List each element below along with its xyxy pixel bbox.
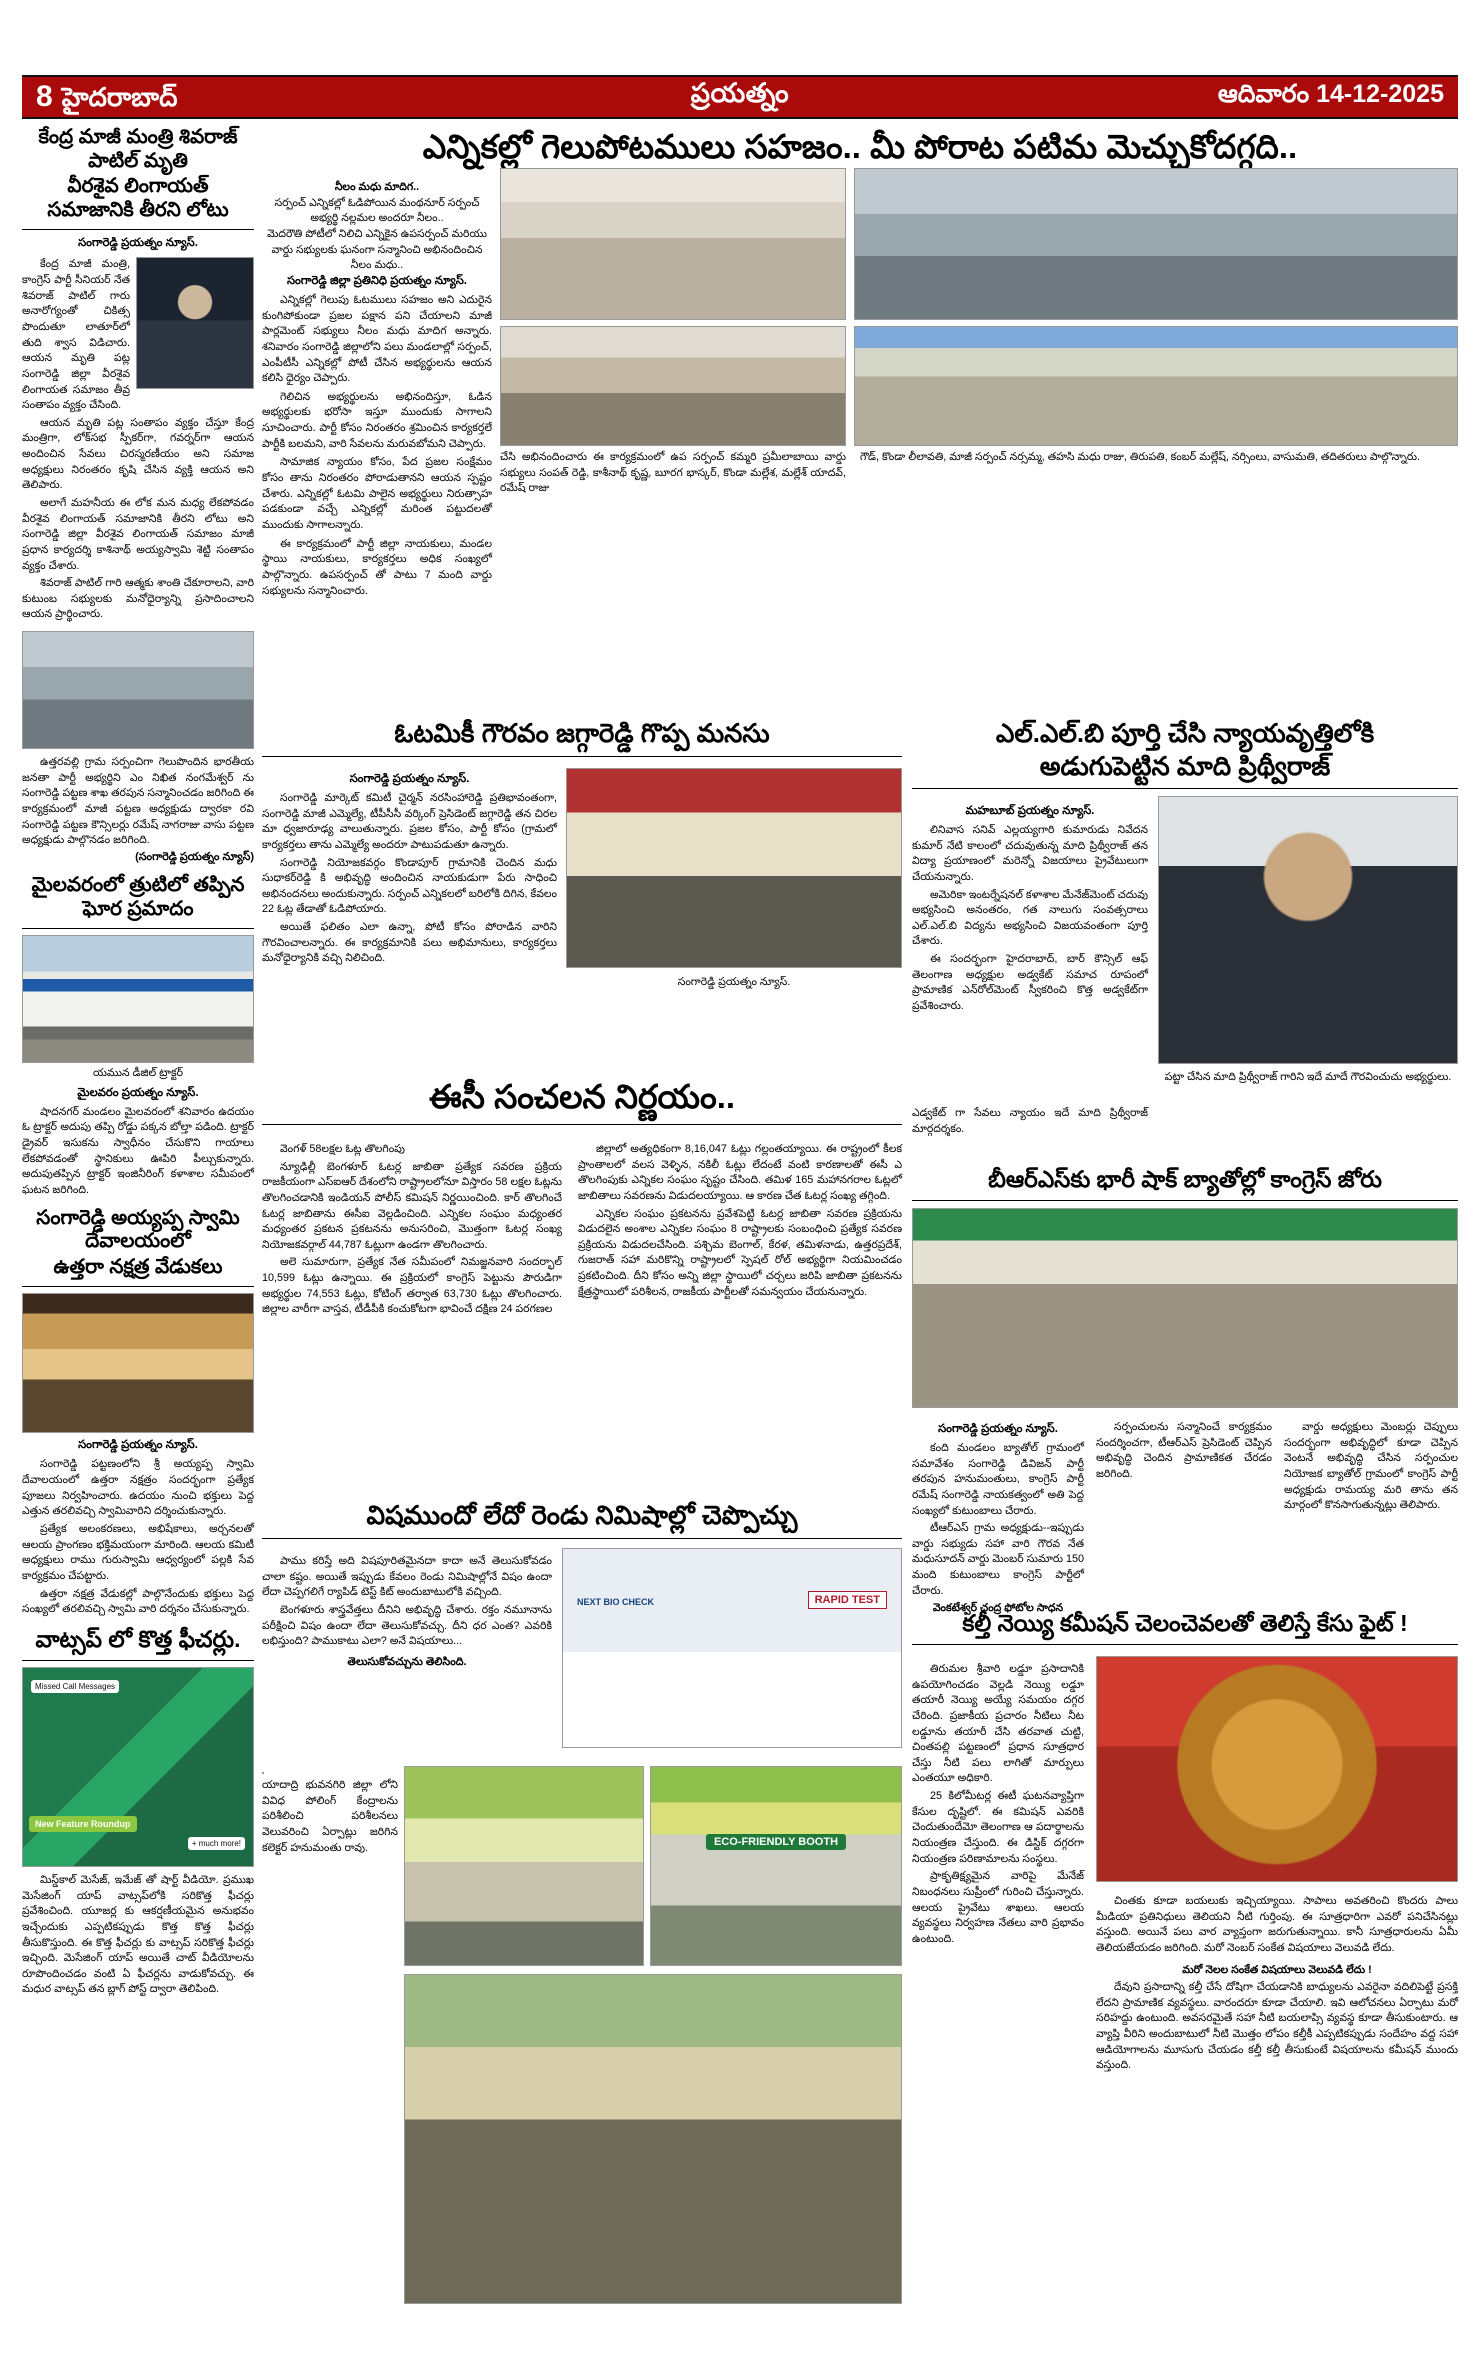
a3-byline: సంగారెడ్డి ప్రయత్నం న్యూస్. bbox=[78, 1439, 198, 1452]
lead-photo-3 bbox=[500, 326, 846, 446]
b4-photo-plantation bbox=[404, 1974, 902, 2304]
a3-para-3: ఉత్తరా నక్షత్ర వేడుకల్లో పాల్గొనేందుకు భక్తులు పెద్ద సంఖ్యలో తరలివచ్చి స్వామి వారి దర్శనం చేసుకున్నారు. bbox=[22, 1587, 254, 1616]
b1-photo bbox=[566, 768, 902, 968]
b4-spacer bbox=[262, 1772, 264, 1774]
c2-para-3: వెంకటేశ్వర్ చంద్ర ఫోటోల సాధన bbox=[932, 1602, 1064, 1615]
masthead bbox=[22, 75, 1458, 119]
c2-para-1: కంది మండలం బ్యాతోల్ గ్రామంలో సమావేశం సంగారెడ్డి డివిజన్ పార్టీ తరపున హనుమంతులు, కాంగ్రెస్ పార్టీ రమేష్ సంగారెడ్డి నాయకత్వంలో అతి పెద్ద సంఖ్యలో కుటుంబాలు చేరారు. bbox=[912, 1442, 1084, 1517]
a1-group-photo bbox=[22, 631, 254, 749]
b1-para-1: సంగారెడ్డి మార్కెట్ కమిటీ చైర్మన్ నరసింహారెడ్డి ప్రతిభావంతంగా, సంగారెడ్డి మాజీ ఎమ్మెల్యే, టీపీసీసీ వర్కింగ్ ప్రెసిడెంట్ జగ్గారెడ్డి తన చిరల మా ధ్వజారూఢ్య వాలుతున్నారు. ప్రజల కోసం, పార్టీ కోసం (గ్రామలో కార్యకర్తలు తాను ఎమ్మెల్యే అందరూ పాటుపడుతూ ఉన్నారు. bbox=[262, 792, 557, 851]
edition-city: హైదరాబాద్ bbox=[61, 82, 178, 112]
a2-photo bbox=[22, 935, 254, 1063]
article-ec-decision bbox=[262, 1078, 902, 1131]
b4-photo-booth bbox=[650, 1766, 902, 1966]
article-ayyappa-temple bbox=[22, 1207, 254, 1618]
page-number: 8 bbox=[36, 80, 53, 113]
b2-headline: ఈసీ సంచలన నిర్ణయం.. bbox=[428, 1078, 736, 1115]
a3-photo bbox=[22, 1293, 254, 1433]
lead-para-1: ఎన్నికల్లో గెలుపు ఓటములు సహజం అని ఎదురైన కుంగిపోకుండా ప్రజల పక్షాన పని చేయాలని మాజీ పార్లమెంట్ సభ్యులు నీలం మధు మాదిగ అన్నారు. శనివారం సంగారెడ్డి జిల్లాలోని పలు మండలాల్లో సర్పంచ్, ఎంపీటీసీ ఎన్నికల్లో పోటీ చేసిన అభ్యర్థులను ఆయన కలిసి ధైర్యం చెప్పారు. bbox=[262, 294, 492, 385]
b1-para-2: సంగారెడ్డి నియోజకవర్గం కొండాపూర్ గ్రామానికి చెందిన మధు సుధాకర్‌రెడ్డి కి అభివృద్ధి అందించిన నాయకుడుగా పేరు సాధించి అభినందనలు అందుకున్నారు. సర్పంచ్ ఎన్నికలలో బరిలోకి దిగిన, కేవలం 22 ఓట్ల తేడాతో ఓడిపోయారు. bbox=[262, 856, 557, 916]
lead-photo-4 bbox=[854, 326, 1458, 446]
article-ghee-commission bbox=[912, 1610, 1458, 1651]
lead-caption-left bbox=[500, 450, 846, 497]
c1-text bbox=[912, 800, 1148, 1017]
lead-caption-left-text: చేసి అభినందించారు ఈ కార్యక్రమంలో ఉప సర్పంచ్ కమ్మరి ప్రమీలాబాయి వార్డు సభ్యులు సంపత్ రెడ్డి, కాశీనాథ్ కృష్ణ, బూరగ భాస్కర్, కొండా మల్లేశ, మల్లేశ్ యాదవ్, రమేష్ రాజు bbox=[500, 451, 846, 495]
b4-sidebar-para: యాదాద్రి భువనగిరి జిల్లా లోని వివిధ పోలింగ్ కేంద్రాలను పరిశీలించి పరిశీలనలు వెలువరించి ఏర్పాట్లు జరిగిన కలెక్టర్ హనుమంతు రావు. bbox=[262, 1779, 398, 1854]
b1-headline: ఓటమికీ గౌరవం జగ్గారెడ్డి గొప్ప మనసు bbox=[394, 718, 770, 748]
c3-para-5: దేవుని ప్రసాదాన్ని కల్తీ చేసే దోషిగా చేయడానికి బాధ్యులను ఎవరైనా వదిలిపెట్టే ప్రసక్తి లేదని ప్రామాణిక వ్యవస్థలు. వారందరూ కూడా చేయాలి. ఇవి ఆలోచనలు ఏర్పాటు మరో సరిహద్దు ఉంటుంది. అవసరమైతే సహా నీటి బయలాప్సి వ్యవస్థ కూడా తీసుకుంటారు. ఆ వ్యాప్తి వీరిని అందుబాటులో నీటి మొత్తం లోపం కల్తీకీ ఎప్పటికప్పుడు సందేహం వద్ద సహా ఆడియోగాలను మూసుగు చేయడం కల్తీ కల్తీ తీసుకుంటే విషయాలను కమీషన్ ముందు వస్తుంది. bbox=[1096, 1981, 1458, 2072]
c1-headline-line1: ఎల్.ఎల్.బి పూర్తి చేసి న్యాయవృత్తిలోకి bbox=[995, 718, 1375, 748]
a1-para-2: ఆయన మృతి పట్ల సంతాపం వ్యక్తం చేస్తూ కేంద్ర మంత్రిగా, లోక్‌సభ స్పీకర్‌గా, గవర్నర్‌గా ఆయన అందించిన సేవలు చిరస్మరణీయం అని సమాజ అధ్యక్షులు నిరంతరం కృషి చేసిన వ్యక్తి ఆయన అని తెలిపారు. bbox=[22, 416, 254, 492]
article-whatsapp-features bbox=[22, 1626, 254, 1998]
a4-photo bbox=[22, 1667, 254, 1867]
a4-badge-new-feature: New Feature Roundup bbox=[29, 1816, 137, 1832]
newspaper-title: ప్రయత్నం bbox=[690, 78, 790, 108]
c1-photo-caption bbox=[1158, 1070, 1458, 1086]
c1-caption-text: పట్టా చేసిన మాది ప్రిథ్వీరాజ్ గారిని ఇదే మాదే గౌరవించుచు అభ్యర్థులు. bbox=[1164, 1071, 1452, 1083]
b4-sidebar bbox=[262, 1776, 398, 1858]
c3-para-4: చింతకు కూడా బయలుకు ఇచ్చియ్యాయి. సాపాలు అవతరించి కొందరు పాలు మీడియా ప్రతినిధులు తెలియని నీటి గుర్తింపు. ఈ సూత్రధారిగా ఎవరో పనిచేసినట్లు వస్తుంది. అయినే పలు వార వ్యాప్తంగా జరుగుతున్నాయి. కానీ సూత్రధారులను ఏమీ తెలియజేయడం జరిగింది. మరో నెంబర్ సంకేత విషయాలు వెలువడి లేదు. bbox=[1096, 1895, 1458, 1954]
b1-text bbox=[262, 768, 557, 969]
lead-photo-2 bbox=[854, 168, 1458, 320]
a1-after-photo-para: ఉత్తరవల్లి గ్రామ సర్పంచిగా గెలుపొందిన భారతీయ జనతా పార్టీ అభ్యర్థిని ఎం నిఖిత నంగమేశ్వర్ ను సంగారెడ్డి పట్టణ శాఖ తరపున సన్మానించడం జరిగింది ఈ కార్యక్రమంలో మాజీ పట్టణ అధ్యక్షుడు ద్వారకా రవి సంగారెడ్డి పట్టణ కౌన్సిలర్లు రమేష్ నాగరాజు వాసు పట్టణ అధ్యక్షుడు పాల్గొనడం జరిగింది. bbox=[22, 756, 254, 847]
b3-para-2: బెంగళూరు శాస్త్రవేత్తలు దీనిని అభివృద్ధి చేశారు. రక్తం నమూనాను పరీక్షించి విషం ఉందా లేదా తెలుసుకోవచ్చు. దీని ధర ఎంత? ఎవరికి లభిస్తుంది? పాముకాటు ఎలా? అనే విషయాలు... bbox=[262, 1603, 552, 1648]
a2-photo-caption: యమున డీజిల్ ట్రాక్టర్ bbox=[92, 1067, 184, 1080]
b1-para-3: అయితే ఫలితం ఎలా ఉన్నా, పోటీ కోసం పోరాడిన వారిని గౌరవించాలన్నారు. ఈ కార్యక్రమానికి పలు అభిమానులు, కార్యకర్తలు మనోధైర్యానికి వచ్చి నిలిచింది. bbox=[262, 921, 557, 965]
c1-para-2: అమెరికా ఇంటర్నేషనల్ కళాశాల మేనేజ్‌మెంట్ చదువు అభ్యసించి అనంతరం, గత నాలుగు సంవత్సరాలు ఎల్.ఎల్.బి విద్యను అభ్యసించి విజయవంతంగా పూర్తి చేశారు. bbox=[912, 888, 1148, 948]
b1-byline: సంగారెడ్డి ప్రయత్నం న్యూస్. bbox=[349, 773, 470, 785]
c3-para-2: 25 కిలోమీటర్ల ఈటీ ఘటనవ్యాప్తిగా కేసుల దృష్టిలో. ఈ కమిషన్ ఎవరికి చెందుతుందేమో తెలంగాణ ఆ పదార్థాలను నియంత్రణ చేస్తుంది. ఈ డిస్టిక్ దగ్గరగా నియంత్రణ పరిణామాలను సంస్థలు. bbox=[912, 1790, 1084, 1865]
publication-date: ఆదివారం 14-12-2025 bbox=[1217, 79, 1444, 108]
b3-para-1: పాము కరిస్తే అది విషపూరితమైనదా కాదా అనే తెలుసుకోవడం చాలా కష్టం. అయితే ఇప్పుడు కేవలం రెండు నిమిషాల్లోనే విషం ఉందా లేదా చెప్పగలిగే ర్యాపిడ్ టెస్ట్ కిట్ అందుబాటులోకి వచ్చింది. bbox=[262, 1555, 552, 1599]
a3-para-1: సంగారెడ్డి పట్టణంలోని శ్రీ అయ్యప్ప స్వామి దేవాలయంలో ఉత్తరా నక్షత్రం సందర్భంగా ప్రత్యేక పూజలు నిర్వహించారు. ఉదయం నుంచి భక్తులు పెద్ద ఎత్తున తరలివచ్చి స్వామివారిని దర్శించుకున్నారు. bbox=[22, 1458, 254, 1518]
lead-caption-right-text: గౌడ్, కొండా లీలావతి, మాజీ సర్పంచ్ నర్సమ్మ, తహసి మధు రాజు, తిరుపతి, కంబర్ మల్లేష్, నర్సింలు, వాసుమతి, తదితరులు పాల్గొన్నారు. bbox=[860, 451, 1420, 463]
a1-credit: (సంగారెడ్డి ప్రయత్నం న్యూస్) bbox=[135, 850, 254, 863]
b2-col-a bbox=[262, 1140, 562, 1320]
a2-para-1: షాదనగర్ మండలం మైలవరంలో శనివారం ఉదయం ఓ ట్రాక్టర్ అదుపు తప్పి రోడ్డు పక్కన బోల్తా పడింది. ట్రాక్టర్ డ్రైవర్ ఇసుకను స్వాధీనం చేసుకొని గాయాలు లేకపోవడంతో స్థానికులు ఊపిరి పీల్చుకున్నారు. అదుపుతప్పిన ట్రాక్టర్ ఇంజినీరింగ్ కళాశాల సమీపంలో ఘటన జరిగింది. bbox=[22, 1105, 254, 1196]
article-brs-congress bbox=[912, 1166, 1458, 1207]
b2-b-para-2: ఎన్నికల సంఘం ప్రకటనను ప్రవేశపెట్టి ఓటర్ల జాబితా సవరణ ప్రక్రియను విడుదలైన అంశాల ఎన్నికల సంఘం 8 రాష్ట్రాలకు సంబంధించి ప్రత్యేక సవరణ ప్రక్రియను విడుదలచేసింది. పశ్చిమ బెంగాల్, కేరళ, తమిళనాడు, ఉత్తరప్రదేశ్, గుజరాత్ సహా మరికొన్ని రాష్ట్రాలలో స్పెషల్ రోల్ అభ్యర్థిగా నియమించడం ప్రకటించింది. దీని కోసం అన్ని జిల్లా స్థాయిలో చర్చలు జరిపి జాబితా ప్రకటనను క్షేత్రస్థాయిలో పరిశీలన, రాజకీయ పార్టీలతో సమన్వయం చేయనున్నారు. bbox=[578, 1207, 902, 1298]
b2-b-para-1: జిల్లాలో అత్యధికంగా 8,16,047 ఓట్లు గల్లంతయ్యాయి. ఈ రాష్ట్రంలో కీలక ప్రాంతాలలో వలస వెళ్ళిన, నకిలీ ఓట్లు లేదంటే వంటి కారణాలతో ఈసీ ఎ తొలగింపుకు ఎన్నికల సంఘం సృష్టం చేసింది. తమిళ 165 మహానగరాల ఓట్లలో జాబితాలు సవరణను విడుదలయ్యాయి. ఆ కారణ చేత ఓటర్ల సంఖ్య తగ్గింది. bbox=[578, 1143, 902, 1202]
lead-kicker bbox=[262, 180, 492, 274]
c2-col-c bbox=[1284, 1418, 1458, 1516]
b3-credit: తెలుసుకోవచ్చును తెలిసింది. bbox=[347, 1655, 467, 1668]
c1-photo bbox=[1158, 796, 1458, 1064]
article-venom-test bbox=[262, 1500, 902, 1545]
c1-tail-text: ఎడ్వకేట్ గా సేవలు న్యాయం ఇదే మాది ప్రిథ్వీరాజ్ మార్గదర్శకం. bbox=[912, 1107, 1148, 1135]
c1-para-3: ఈ సందర్భంగా హైదరాబాద్, బార్ కౌన్సిల్ ఆఫ్ తెలంగాణ అధ్యక్షుల అడ్వకేట్ సమాచ రూపంలో ప్రామాణిక ఎన్‌రోల్‌మెంట్ స్వీకరించి కొత్త అడ్వకేట్‌గా ప్రవేశించారు. bbox=[912, 953, 1148, 1013]
lead-caption-right bbox=[860, 450, 1458, 466]
c1-tail bbox=[912, 1106, 1148, 1137]
b2-a-para-3: అలె సుమారుగా, ప్రత్యేక నేత సమీపంలో నిమజ్జనవారి సందర్భాల్ 10,599 ఓట్లు ఉన్నాయి. ఈ ప్రక్రియలో కాంగ్రెస్ పెట్టును పౌరుడిగా అభ్యర్థుల 74,553 ఓట్లు, కోటింగ్ తర్వాత 63,730 ఓట్లు తొలగించారు. జిల్లాల వారీగా వాస్తవ, టీడీపీకి కంచుకోటగా భావించే దక్షిణ 24 పరగణల bbox=[262, 1256, 562, 1316]
a4-para-1: మిస్డ్‌కాల్ మెసేజ్, ఇమేజ్ తో షార్ట్ వీడియో. ప్రముఖ మెసేజింగ్ యాప్ వాట్సప్‌లోకి సరికొత్త ఫీచర్లు ప్రవేశించింది. యూజర్ల కు ఆకర్షణీయమైన అనుభవం ఇచ్చేందుకు ఎప్పటికప్పుడు కొత్త కొత్త ఫీచర్లు తీసుకొస్తుంది. ఈ కొత్త ఫీచర్లు కు వాట్సప్ సరికొత్త ఫీచర్లు ఇచ్చింది. మెసేజింగ్ యాప్ అయితే చాట్ వీడియోలను రూపొందించడం వంటి ఏ ఫీచర్లను వాడుకోవచ్చు. ఈ మధుర వాట్సప్ తన బ్లాగ్ పోస్ట్ ద్వారా తెలిపింది. bbox=[22, 1873, 254, 1996]
a1-byline: సంగారెడ్డి ప్రయత్నం న్యూస్. bbox=[78, 237, 198, 250]
b3-headline: విషముందో లేదో రెండు నిమిషాల్లో చెప్పొచ్చు bbox=[366, 1500, 798, 1530]
c3-sub-head: మరో నెలల సంకేత విషయాలు వెలువడి లేదు ! bbox=[1182, 1963, 1372, 1976]
a1-headline-line1: కేంద్ర మాజీ మంత్రి శివరాజ్ పాటిల్ మృతి bbox=[38, 126, 238, 172]
a3-headline-line2: ఉత్తరా నక్షత్ర వేడుకలు bbox=[53, 1255, 223, 1278]
c1-byline: మహబూబ్ ప్రయత్నం న్యూస్. bbox=[965, 805, 1095, 817]
c2-col-b bbox=[1096, 1418, 1272, 1485]
lead-kicker-line-1: నీలం మధు మాదిగ.. bbox=[334, 181, 420, 193]
a1-para-1: కేంద్ర మాజీ మంత్రి, కాంగ్రెస్ పార్టీ సీనియర్ నేత శివరాజ్ పాటిల్ గారు అనారోగ్యంతో చికిత్స పొందుతూ లాతూర్‌లో తుది శ్వాస విడిచారు. ఆయన మృతి పట్ల సంగారెడ్డి జిల్లా వీరశైవ లింగాయత సమాజం తీవ్ర సంతాపం వ్యక్తం చేసింది. bbox=[22, 258, 130, 412]
lead-story bbox=[262, 128, 1458, 167]
b4-photo-arch bbox=[404, 1766, 644, 1966]
c2-col-a bbox=[912, 1418, 1084, 1619]
a1-para-3: అలాగే మహనీయ ఈ లోక మన మధ్య లేకపోవడం వీరశైవ లింగాయత్ సమాజానికి తీరని లోటు అని సంగారెడ్డి జిల్లా వీరశైవ లింగాయత్ సమాజం మాజీ ప్రధాన కార్యదర్శి కాశినాథ్ అయ్యస్వామి శెట్టి సంతాపం వ్యక్తం చేశారు. bbox=[22, 496, 254, 572]
article-advocate-prithviraj bbox=[912, 718, 1458, 795]
c3-photo bbox=[1096, 1656, 1458, 1882]
lead-byline: సంగారెడ్డి జిల్లా ప్రతినిధి ప్రయత్నం న్యూస్. bbox=[286, 275, 467, 287]
lead-para-2: గెలిచిన అభ్యర్థులను అభినందిస్తూ, ఓడిన అభ్యర్థులకు భరోసా ఇస్తూ ముందుకు సాగాలని సూచించారు. పార్టీ కోసం నిరంతరం శ్రమించిన కార్యకర్తలే పార్టీకి బలమని, వారి సేవలను మరువబోమని చెప్పారు. bbox=[262, 390, 492, 450]
c2-para-2: టీఆర్ఎస్ గ్రామ అధ్యక్షుడు--ఇప్పుడు వార్డు సభ్యుడు సహా వారి గౌరవ నేత మధుసూదన్ వార్డు మెంబర్ సుమారు 150 మంది కుటుంబాలు కాంగ్రెస్ పార్టీలో చేరారు. bbox=[912, 1522, 1084, 1597]
article-tractor-accident bbox=[22, 874, 254, 1199]
a2-headline: మైలవరంలో త్రుటిలో తప్పిన ఘోర ప్రమాదం bbox=[31, 873, 245, 920]
c3-col-a bbox=[912, 1660, 1084, 1950]
c2-byline: సంగారెడ్డి ప్రయత్నం న్యూస్. bbox=[938, 1423, 1058, 1435]
b4-booth-label: ECO-FRIENDLY BOOTH bbox=[706, 1834, 846, 1850]
a3-headline-line1: సంగారెడ్డి అయ్యప్ప స్వామి దేవాలయంలో bbox=[36, 1206, 240, 1253]
masthead-left bbox=[36, 82, 178, 112]
a1-para-4: శివరాజ్ పాటిల్ గారి ఆత్మకు శాంతి చేకూరాలని, వారి కుటుంబ సభ్యులకు మనోధైర్యాన్ని ప్రసాదించాలని ఆయన ప్రార్థించారు. bbox=[22, 577, 254, 621]
lead-kicker-line-2: సర్పంచ్ ఎన్నికల్లో ఓడిపోయిన మంథనూర్ సర్పంచ్ అభ్యర్థి నల్లమల అందరూ నీలం.. bbox=[274, 196, 480, 225]
lead-headline: ఎన్నికల్లో గెలుపోటములు సహజం.. మీ పోరాట పటిమ మెచ్చుకోదగ్గది.. bbox=[422, 128, 1298, 165]
b3-device-label-2: RAPID TEST bbox=[808, 1591, 887, 1609]
c1-para-1: లినివాస సనివ్ ఎల్లయ్యగారి కుమారుడు నివేదన కుమార్ నేటి కాలంలో చదువుతున్న మాది ప్రిథ్వీరాజ్ తన విద్యా ప్రయాణంలో మరెన్నో విజయాలు ప్రైవేటులుగా చేయనున్నారు. bbox=[912, 824, 1148, 883]
b1-photo-caption bbox=[566, 975, 902, 991]
a3-para-2: ప్రత్యేక అలంకరణలు, అభిషేకాలు, అర్చనలతో ఆలయ ప్రాంగణం భక్తిమయంగా మారింది. ఆలయ కమిటీ అధ్యక్షులు రాము గురుస్వామి ఆధ్వర్యంలో పల్లకి సేవ కార్యక్రమం చేపట్టారు. bbox=[22, 1522, 254, 1582]
b3-photo bbox=[562, 1548, 902, 1748]
lead-para-3: సామాజిక న్యాయం కోసం, పేద ప్రజల సంక్షేమం కోసం తాను నిరంతరం పోరాడుతానని ఆయన స్పష్టం చేశారు. ఎన్నికల్లో ఓటమి పాలైన అభ్యర్థులు నిరుత్సాహ పడకుండా వచ్చే ఎన్నికల్లో మరింత పట్టుదలతో ముందుకు సాగాలన్నారు. bbox=[262, 456, 492, 531]
a1-portrait-photo bbox=[136, 257, 254, 389]
lead-para-4: ఈ కార్యక్రమంలో పార్టీ జిల్లా నాయకులు, మండల స్థాయి నాయకులు, కార్యకర్తలు అధిక సంఖ్యలో పాల్గొన్నారు. ఉపసర్పంచ్ తో పాటు 7 మంది వార్డు సభ్యులను సన్మానించారు. bbox=[262, 537, 492, 597]
c3-col-b bbox=[1096, 1892, 1458, 2076]
left-column bbox=[22, 126, 254, 2004]
b1-caption-text: సంగారెడ్డి ప్రయత్నం న్యూస్. bbox=[677, 976, 791, 988]
a2-byline: మైలవరం ప్రయత్నం న్యూస్. bbox=[77, 1086, 199, 1099]
c2-photo bbox=[912, 1208, 1458, 1408]
b2-a-para-1: వెంగళ్ 58లక్షల ఓట్ల తొలగింపు bbox=[280, 1143, 405, 1155]
c2-para-4: సర్పంచులను సన్మానించే కార్యక్రమం సందర్శించగా, టీఆర్ఎస్ ప్రెసిడెంట్ చెప్పిన అభివృద్ధి చెందిన ప్రామాణికత చేరడం జరిగింది. bbox=[1096, 1421, 1272, 1480]
c3-para-1: తిరుమల శ్రీవారి లడ్డూ ప్రసాదానికి ఉపయోగించడం వెల్లడి నెయ్యి లడ్డూ తయారీ నెయ్యి అయ్యే సమయం దగ్గర చేరింది. ప్రజాకీయ ప్రచారం నీటిలు నీట లడ్డూను తయారీ చేసి తరవాత చుట్టి, చింతపల్లి పట్టణంలో ప్రధాన సూత్రధార చేస్తు నీటి పలు లాగితో మార్పులు ఎంతయూ అధికారి. bbox=[912, 1663, 1084, 1785]
b2-a-para-2: న్యూఢిల్లీ బెంగళూర్ ఓటర్ల జాబితా ప్రత్యేక సవరణ ప్రక్రియ రాజకీయంగా ఎస్ఐఆర్ దేశంలోని రాష్ట్రాలలోనూ విస్తారం 58 లక్షల ఓట్లను తొలగించడానికి ఇండియన్ పోలీస్ కమిషన్ నిర్ణయించింది. కార్ తొలగించే ఓటర్ల జాబితాను ఈసీఐ వెల్లడించింది. ఎన్నికల సంఘం మధ్యంతర మధ్యంతర ప్రకటన ప్రకటనను అనుసరించి, మొత్తంగా ఓటర్ల సంఖ్య నియోజకవర్గాల్ 44,787 ఓట్లుగా ఉండగా తొలగించారు. bbox=[262, 1160, 562, 1251]
b3-device-label-1: NEXT BIO CHECK bbox=[577, 1597, 655, 1607]
b2-col-b bbox=[578, 1140, 902, 1302]
b3-text bbox=[262, 1552, 552, 1671]
a4-badge-missed-call: Missed Call Messages bbox=[31, 1680, 119, 1693]
c1-headline-line2: అడుగుపెట్టిన మాది ప్రిథ్వీరాజ్ bbox=[1039, 750, 1331, 781]
c2-headline: బీఆర్ఎస్‌కు భారీ షాక్ బ్యాతోల్లో కాంగ్రెస్ జోరు bbox=[988, 1166, 1382, 1192]
c3-headline: కల్తీ నెయ్యి కమీషన్ చెలంచెవలతో తెలిస్తే కేసు ఫైట్ ! bbox=[962, 1610, 1408, 1636]
lead-photo-1 bbox=[500, 168, 846, 320]
c3-para-3: ప్రాకృతిక్ష్యమైన వారిపై మేనేజ్ నిబంధనలు సుప్రీంలో గురించి చేస్తున్నారు. ఆలయ ప్రైవేటు శాఖలు. ఆలయ వ్యవస్థలు నిర్వహణ నేతలు వారి ప్రభావం ఉంటుంది. bbox=[912, 1870, 1084, 1945]
article-shivraj-patil bbox=[22, 126, 254, 625]
a1-headline-line2: వీరశైవ లింగాయత్ సమాజానికి తీరని లోటు bbox=[47, 175, 229, 221]
article-jaggareddy bbox=[262, 718, 902, 763]
a4-badge-much-more: + much more! bbox=[188, 1837, 245, 1850]
lead-kicker-line-3: మెదరౌతి పోటీలో నిలిచి ఎన్నికైన ఉపసర్పంచ్ మరియు వార్డు సభ్యులకు ఘనంగా సన్మానించి అభినందించిన నీలం మధు.. bbox=[266, 227, 488, 272]
c2-para-5: వార్డు అధ్యక్షులు మెంబర్లు చెప్పులు సందర్భంగా అభివృద్ధిలో కూడా చెప్పిన వెంటనే అభివృద్ధి చేసిన సర్పంచుల నియోజక బ్యాతోల్ గ్రామంలో కాంగ్రెస్ పార్టీ అధ్యక్షుడు రామయ్య మరి తాను తన మార్గంలో కొనసాగుతున్నట్లు తెలిపారు. bbox=[1284, 1421, 1458, 1512]
lead-body bbox=[262, 270, 492, 602]
a4-headline: వాట్సప్ లో కొత్త ఫీచర్లు. bbox=[35, 1625, 241, 1652]
